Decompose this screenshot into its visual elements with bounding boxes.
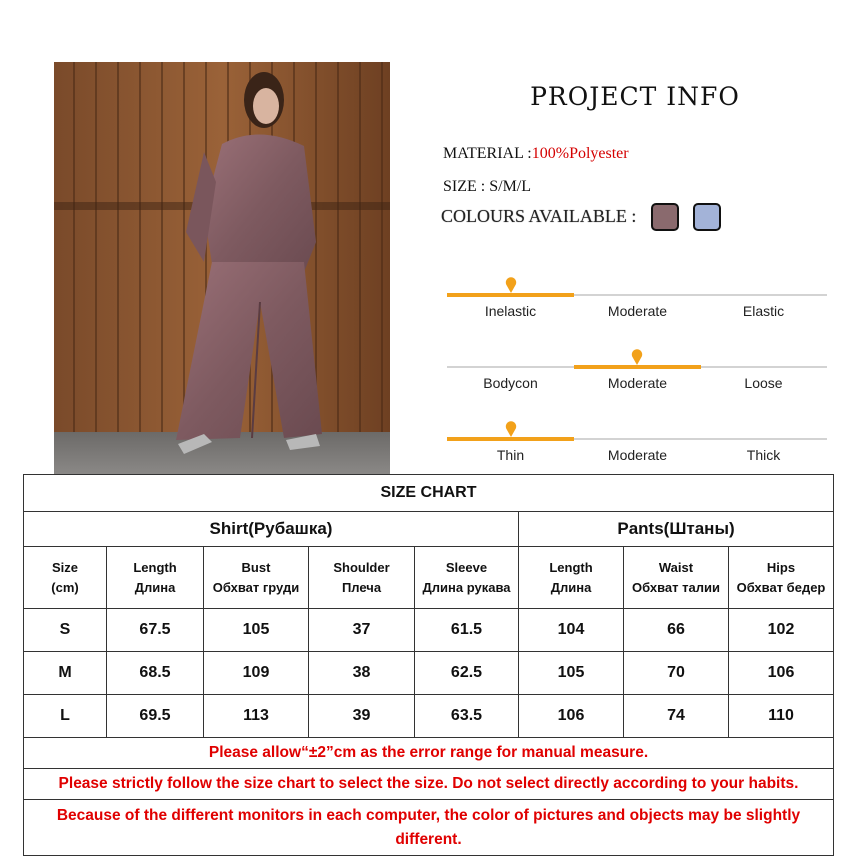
shirt-group-header: Shirt(Рубашка) — [24, 512, 519, 547]
elasticity-scale — [447, 294, 827, 354]
table-cell: 61.5 — [415, 609, 519, 652]
scale-label-moderate: Moderate — [607, 447, 668, 463]
table-cell: 106 — [729, 652, 834, 695]
scale-label-elastic: Elastic — [742, 303, 785, 319]
size-selection-note: Please strictly follow the size chart to select the size. Do not select directly according to your habits. — [24, 769, 834, 800]
size-chart-title: SIZE CHART — [24, 475, 834, 512]
location-pin-icon — [505, 277, 517, 293]
pants-group-header: Pants(Штаны) — [519, 512, 834, 547]
column-header-shirt-length: Length Длина — [107, 547, 204, 609]
fit-scale — [447, 366, 827, 426]
table-cell: M — [24, 652, 107, 695]
scale-active-segment — [447, 293, 574, 297]
scale-label-thick: Thick — [746, 447, 781, 463]
table-cell: 102 — [729, 609, 834, 652]
scale-active-segment — [447, 437, 574, 441]
column-header-pants-length: Length Длина — [519, 547, 624, 609]
table-cell: 39 — [309, 695, 415, 738]
table-cell: 105 — [204, 609, 309, 652]
colours-label: COLOURS AVAILABLE : — [441, 206, 637, 226]
product-photo — [54, 62, 390, 474]
scale-label-moderate: Moderate — [607, 375, 668, 391]
material-label: MATERIAL : — [443, 145, 532, 162]
table-cell: S — [24, 609, 107, 652]
table-cell: 38 — [309, 652, 415, 695]
monitor-color-note: Because of the different monitors in each computer, the color of pictures and objects may be slightly different. — [24, 800, 834, 856]
scale-label-moderate: Moderate — [607, 303, 668, 319]
table-cell: 68.5 — [107, 652, 204, 695]
error-range-note: Please allow“±2”cm as the error range for manual measure. — [24, 738, 834, 769]
column-header-sleeve: Sleeve Длина рукава — [415, 547, 519, 609]
colour-swatch-mauve[interactable] — [651, 203, 679, 231]
table-cell: 105 — [519, 652, 624, 695]
scale-active-segment — [574, 365, 701, 369]
project-info-title: PROJECT INFO — [530, 82, 740, 111]
table-cell: L — [24, 695, 107, 738]
colour-swatch-light-blue[interactable] — [693, 203, 721, 231]
location-pin-icon — [631, 349, 643, 365]
table-cell: 37 — [309, 609, 415, 652]
size-line: SIZE : S/M/L — [443, 178, 532, 195]
scale-label-inelastic: Inelastic — [484, 303, 537, 319]
table-cell: 106 — [519, 695, 624, 738]
table-cell: 66 — [624, 609, 729, 652]
material-value: 100%Polyester — [531, 145, 629, 162]
size-chart-table — [23, 474, 834, 856]
column-header-size: Size (cm) — [24, 547, 107, 609]
scale-label-bodycon: Bodycon — [483, 375, 538, 391]
column-header-bust: Bust Обхват груди — [204, 547, 309, 609]
scale-label-thin: Thin — [496, 447, 525, 463]
column-header-hips: Hips Обхват бедер — [729, 547, 834, 609]
column-header-row — [24, 547, 834, 609]
table-row — [24, 652, 834, 695]
column-header-waist: Waist Обхват талии — [624, 547, 729, 609]
table-cell: 74 — [624, 695, 729, 738]
table-cell: 62.5 — [415, 652, 519, 695]
table-cell: 70 — [624, 652, 729, 695]
table-cell: 110 — [729, 695, 834, 738]
table-cell: 109 — [204, 652, 309, 695]
location-pin-icon — [505, 421, 517, 437]
table-cell: 104 — [519, 609, 624, 652]
column-header-shoulder: Shoulder Плеча — [309, 547, 415, 609]
table-cell: 69.5 — [107, 695, 204, 738]
table-cell: 63.5 — [415, 695, 519, 738]
table-cell: 113 — [204, 695, 309, 738]
material-line — [443, 145, 629, 163]
table-row — [24, 609, 834, 652]
table-row — [24, 695, 834, 738]
table-cell: 67.5 — [107, 609, 204, 652]
scale-label-loose: Loose — [744, 375, 783, 391]
